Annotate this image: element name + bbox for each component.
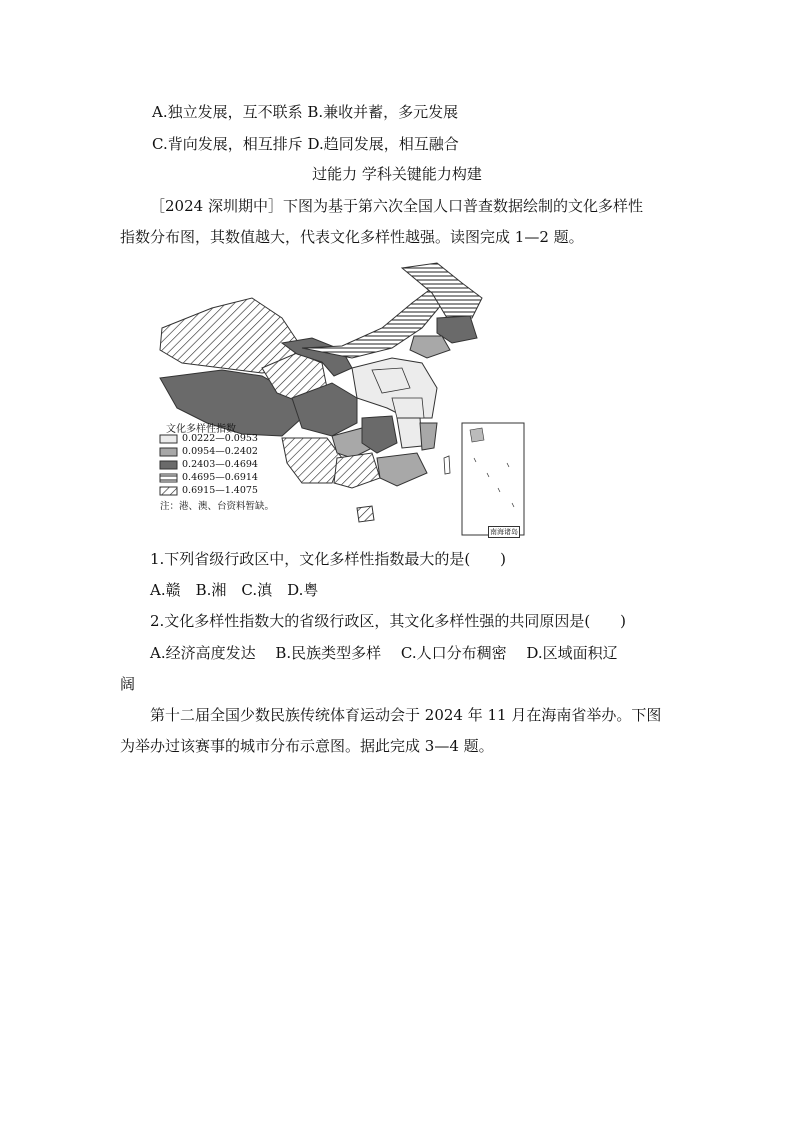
q2-options-wrap: 阔 — [120, 675, 136, 693]
legend-range-3: 0.2403—0.4694 — [182, 459, 258, 470]
south-china-sea-inset — [462, 423, 524, 535]
legend-title: 文化多样性指数 — [166, 424, 236, 435]
option-line-cd: C.背向发展，相互排斥 D.趋同发展，相互融合 — [152, 135, 459, 153]
legend-range-2: 0.0954—0.2402 — [182, 446, 258, 457]
region-guangxi — [334, 453, 380, 488]
legend-range-1: 0.0222—0.0953 — [182, 433, 258, 444]
q2-stem: 2.文化多样性指数大的省级行政区，其文化多样性强的共同原因是( ) — [150, 612, 627, 630]
section-title: 过能力 学科关键能力构建 — [312, 165, 482, 183]
region-hainan — [357, 506, 374, 522]
legend-range-4: 0.4695—0.6914 — [182, 472, 258, 483]
q1-stem: 1.下列省级行政区中，文化多样性指数最大的是( ) — [150, 550, 507, 568]
passage-line-2: 为举办过该赛事的城市分布示意图。据此完成 3—4 题。 — [120, 737, 494, 755]
region-guangdong — [377, 453, 427, 486]
legend-range-5: 0.6915—1.4075 — [182, 485, 258, 496]
q2-options: A.经济高度发达 B.民族类型多样 C.人口分布稠密 D.区域面积辽 — [150, 644, 618, 662]
intro-line-1: ［2024 深圳期中］下图为基于第六次全国人口普查数据绘制的文化多样性 — [150, 197, 643, 215]
passage-line-1: 第十二届全国少数民族传统体育运动会于 2024 年 11 月在海南省举办。下图 — [150, 706, 662, 724]
region-jiangxi — [397, 418, 422, 448]
inset-label: 南海诸岛 — [490, 528, 518, 536]
intro-line-2: 指数分布图，其数值越大，代表文化多样性越强。读图完成 1—2 题。 — [120, 228, 584, 246]
region-yunnan — [282, 438, 342, 483]
cultural-diversity-map — [152, 258, 532, 540]
option-line-ab: A.独立发展，互不联系 B.兼收并蓄，多元发展 — [152, 103, 459, 121]
legend-note: 注：港、澳、台资料暂缺。 — [160, 501, 275, 512]
q1-options: A.赣 B.湘 C.滇 D.粤 — [150, 581, 319, 599]
region-fujian — [420, 423, 437, 450]
region-liaoning — [410, 336, 450, 358]
region-taiwan — [444, 456, 450, 474]
